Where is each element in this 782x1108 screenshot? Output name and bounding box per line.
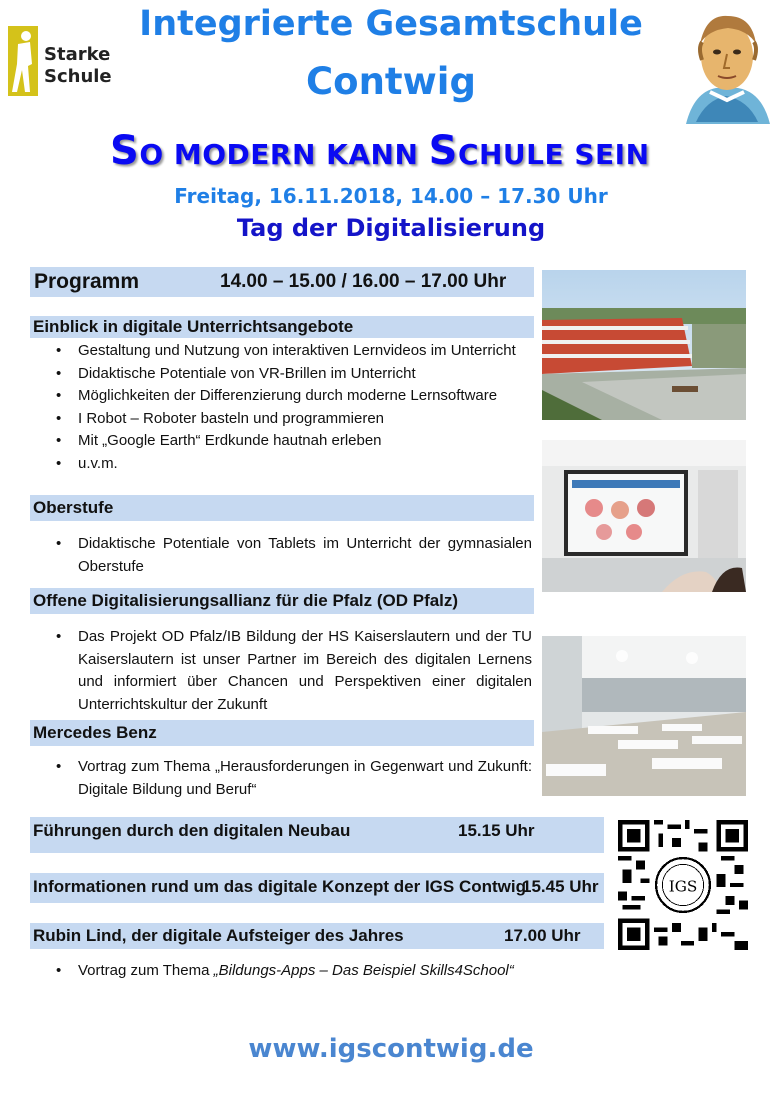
event-date: Freitag, 16.11.2018, 14.00 – 17.30 Uhr (174, 184, 608, 208)
logo-text: Starke Schule (44, 44, 112, 87)
section-rubin-bar (30, 923, 604, 949)
cafeteria-photo (542, 636, 746, 796)
list-item: • Didaktische Potentiale von VR-Brillen im Unterricht (52, 363, 542, 386)
event-subtitle: Tag der Digitalisierung (236, 214, 546, 242)
rubin-time: 17.00 Uhr (504, 926, 581, 945)
website-url[interactable]: www.igscontwig.de (248, 1034, 534, 1064)
konzept-time: 15.45 Uhr (522, 877, 599, 896)
qr-center-text: IGS (668, 877, 698, 896)
section-mercedes-title: Mercedes Benz (30, 720, 534, 746)
qr-code-icon (618, 820, 748, 950)
section-konzept-bar (30, 873, 604, 903)
program-header-bar (30, 267, 534, 297)
list-item: • Vortrag zum Thema „Bildungs-Apps – Das Beispiel Skills4School“ (52, 960, 572, 983)
konzept-title: Informationen rund um das digitale Konzept der IGS Contwig (33, 877, 527, 896)
list-item: • Gestaltung und Nutzung von interaktiven Lernvideos im Unterricht (52, 340, 542, 363)
section-fuehrungen-bar (30, 817, 604, 853)
oberstufe-list (52, 533, 532, 578)
section-oberstufe-title: Oberstufe (30, 495, 534, 521)
list-item: • I Robot – Roboter basteln und programmieren (52, 408, 542, 431)
motto-heading: SO MODERN KANN SCHULE SEIN (110, 128, 650, 174)
list-item: • Vortrag zum Thema „Herausforderungen in Gegenwart und Zukunft: Digitale Bildung und Beruf“ (52, 756, 532, 801)
section-einblick-title: Einblick in digitale Unterrichtsangebote (30, 316, 534, 338)
rubin-list (52, 960, 572, 983)
allianz-list (52, 626, 532, 716)
list-item: • Das Projekt OD Pfalz/IB Bildung der HS Kaiserslautern und der TU Kaiserslautern ist unser Partner im Bereich des digitalen Lernens und informiert über Chancen und Perspektiven einer digitalen Unterrichtskultur der Zukunft (52, 626, 532, 716)
school-title-line2: Contwig (306, 60, 476, 103)
rubin-title: Rubin Lind, der digitale Aufsteiger des Jahres (33, 926, 404, 945)
mercedes-list (52, 756, 532, 801)
list-item: • Didaktische Potentiale von Tablets im Unterricht der gymnasialen Oberstufe (52, 533, 532, 578)
list-item: • u.v.m. (52, 453, 542, 476)
list-item: • Mit „Google Earth“ Erdkunde hautnah erleben (52, 430, 542, 453)
list-item: • Möglichkeiten der Differenzierung durch moderne Lernsoftware (52, 385, 542, 408)
program-label: Programm (34, 270, 140, 293)
program-times: 14.00 – 15.00 / 16.00 – 17.00 Uhr (220, 271, 507, 292)
classroom-projector-photo (542, 440, 746, 592)
section-allianz-title: Offene Digitalisierungsallianz für die Pfalz (OD Pfalz) (30, 588, 534, 614)
school-building-photo (542, 270, 746, 420)
goethe-portrait-icon (676, 4, 778, 124)
school-title-line1: Integrierte Gesamtschule (139, 4, 643, 44)
fuehrungen-time: 15.15 Uhr (458, 821, 535, 840)
einblick-list (52, 340, 542, 475)
fuehrungen-title: Führungen durch den digitalen Neubau (33, 821, 351, 840)
